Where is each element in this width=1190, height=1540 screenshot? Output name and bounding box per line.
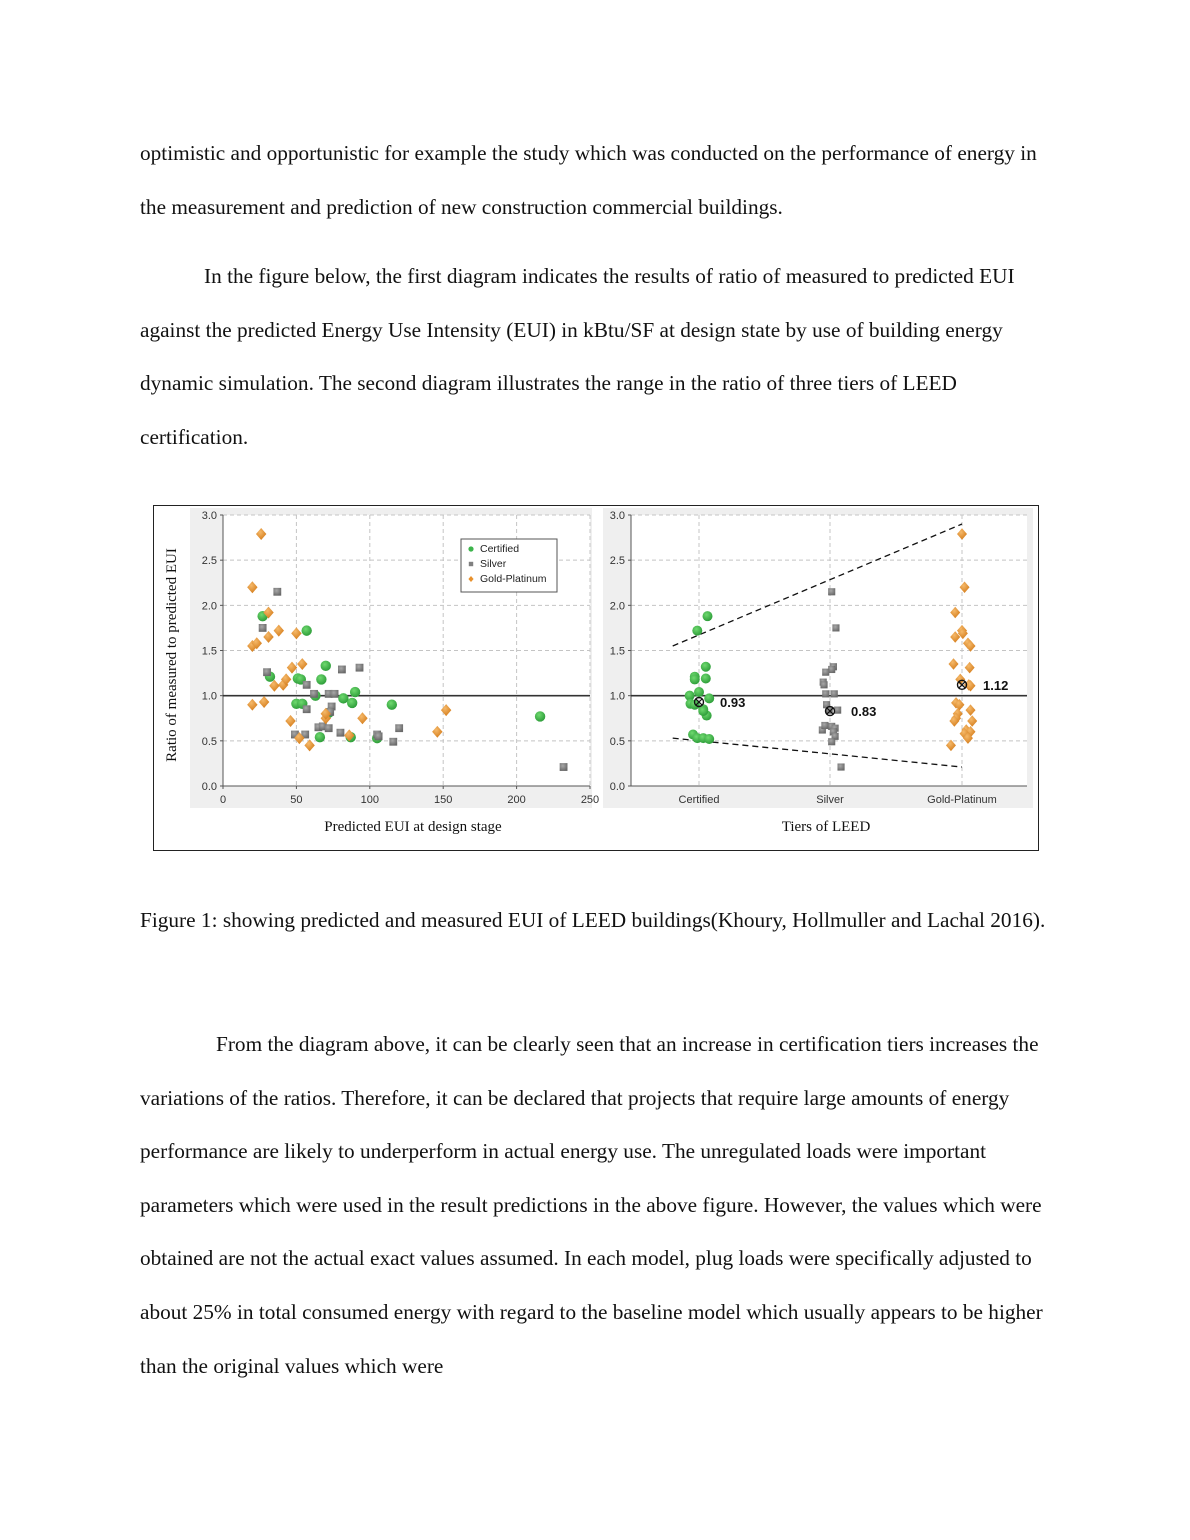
- y-tick-label: 1.5: [201, 645, 217, 658]
- y-tick-label: 2.0: [201, 600, 217, 613]
- data-point: [303, 681, 311, 689]
- legend: [461, 539, 557, 592]
- figure-charts: [154, 506, 1040, 852]
- paragraph-figure-description: In the figure below, the first diagram indicates the results of ratio of measured to predicted EUI against the predicted Energy Use Intensity (EUI) in kBtu/SF at design state by use of building energy dynamic simulation. The second diagram illustrates the range in the ratio of three tiers of LEED certification.: [140, 264, 1015, 449]
- scatter-chart-tiers: [603, 508, 1033, 835]
- x-tick-label: 100: [360, 794, 379, 806]
- y-axis-title: Ratio of measured to predicted EUI: [164, 548, 180, 762]
- data-point: [822, 669, 829, 676]
- y-tick-label: 3.0: [201, 510, 217, 522]
- data-point: [315, 732, 325, 742]
- median-label: 0.93: [720, 694, 746, 710]
- y-tick-label: 3.0: [609, 510, 625, 522]
- y-tick-label: 0.0: [201, 781, 217, 793]
- data-point: [821, 722, 828, 729]
- legend-label: Silver: [480, 558, 507, 570]
- data-point: [704, 734, 714, 744]
- data-point: [325, 724, 333, 732]
- y-tick-label: 0.5: [609, 735, 625, 748]
- data-point: [535, 711, 545, 721]
- x-tick-label: 250: [580, 794, 600, 806]
- data-point: [834, 707, 841, 714]
- x-axis-title: Tiers of LEED: [781, 819, 871, 835]
- data-point: [389, 738, 397, 746]
- data-point: [832, 624, 839, 631]
- data-point: [820, 681, 827, 688]
- paragraph-intro: optimistic and opportunistic for example the study which was conducted on the performance of energy in the measurement and prediction of new construction commercial buildings.: [140, 141, 1037, 219]
- data-point: [350, 687, 360, 697]
- data-point: [704, 693, 714, 703]
- data-point: [273, 588, 281, 596]
- y-tick-label: 1.0: [609, 690, 625, 703]
- data-point: [837, 763, 844, 770]
- data-point: [703, 611, 713, 621]
- x-tick-label: 0: [219, 794, 227, 806]
- y-tick-label: 2.5: [201, 555, 217, 568]
- data-point: [395, 724, 403, 732]
- data-point: [701, 674, 711, 684]
- data-point: [694, 687, 704, 697]
- legend-marker: [469, 562, 473, 566]
- data-point: [692, 626, 702, 636]
- data-point: [263, 668, 271, 676]
- y-tick-label: 1.5: [609, 645, 625, 658]
- data-point: [831, 690, 838, 697]
- figure-caption: Figure 1: showing predicted and measured EUI of LEED buildings(Khoury, Hollmuller and Lachal 2016).: [140, 908, 1046, 932]
- y-tick-label: 1.0: [201, 690, 217, 703]
- data-point: [331, 690, 339, 698]
- data-point: [301, 625, 311, 635]
- x-axis-title: Predicted EUI at design stage: [324, 819, 502, 835]
- x-tick-label: 50: [290, 794, 303, 806]
- data-point: [321, 661, 331, 671]
- data-point: [375, 732, 383, 740]
- x-tick-label: 200: [507, 794, 526, 806]
- legend-label: Gold-Platinum: [480, 573, 547, 585]
- median-label: 1.12: [983, 677, 1009, 693]
- data-point: [338, 693, 348, 703]
- data-point: [259, 624, 267, 632]
- data-point: [560, 763, 568, 771]
- y-tick-label: 0.5: [201, 735, 217, 748]
- data-point: [337, 729, 345, 737]
- legend-marker: [468, 546, 473, 551]
- category-label: Silver: [816, 794, 844, 806]
- category-label: Gold-Platinum: [927, 794, 997, 806]
- data-point: [828, 738, 835, 745]
- x-tick-label: 150: [434, 794, 453, 806]
- data-point: [347, 698, 357, 708]
- scatter-chart-eui: [164, 508, 599, 835]
- data-point: [701, 662, 711, 672]
- data-point: [698, 706, 708, 716]
- median-label: 0.83: [851, 704, 877, 720]
- legend-label: Certified: [480, 543, 520, 555]
- data-point: [690, 674, 700, 684]
- paragraph-discussion: From the diagram above, it can be clearly seen that an increase in certification tiers increases the variations of the ratios. Therefore, it can be declared that projects that require large amounts of energy performance are likely to underperform in actual energy use. The unregulated loads were important parameters which were used in the result predictions in the above figure. However, the values which were obtained are not the actual exact values assumed. In each model, plug loads were specifically adjusted to about 25% in total consumed energy with regard to the baseline model which usually appears to be higher than the original values which were: [140, 1032, 1043, 1378]
- data-point: [828, 588, 835, 595]
- category-label: Certified: [678, 794, 720, 806]
- data-point: [338, 666, 346, 674]
- data-point: [387, 700, 397, 710]
- y-tick-label: 0.0: [609, 781, 625, 793]
- data-point: [303, 705, 311, 713]
- data-point: [316, 674, 326, 684]
- y-tick-label: 2.5: [609, 555, 625, 568]
- y-tick-label: 2.0: [609, 600, 625, 613]
- data-point: [822, 690, 829, 697]
- data-point: [310, 690, 318, 698]
- figure-1: [153, 505, 1039, 851]
- data-point: [356, 664, 364, 672]
